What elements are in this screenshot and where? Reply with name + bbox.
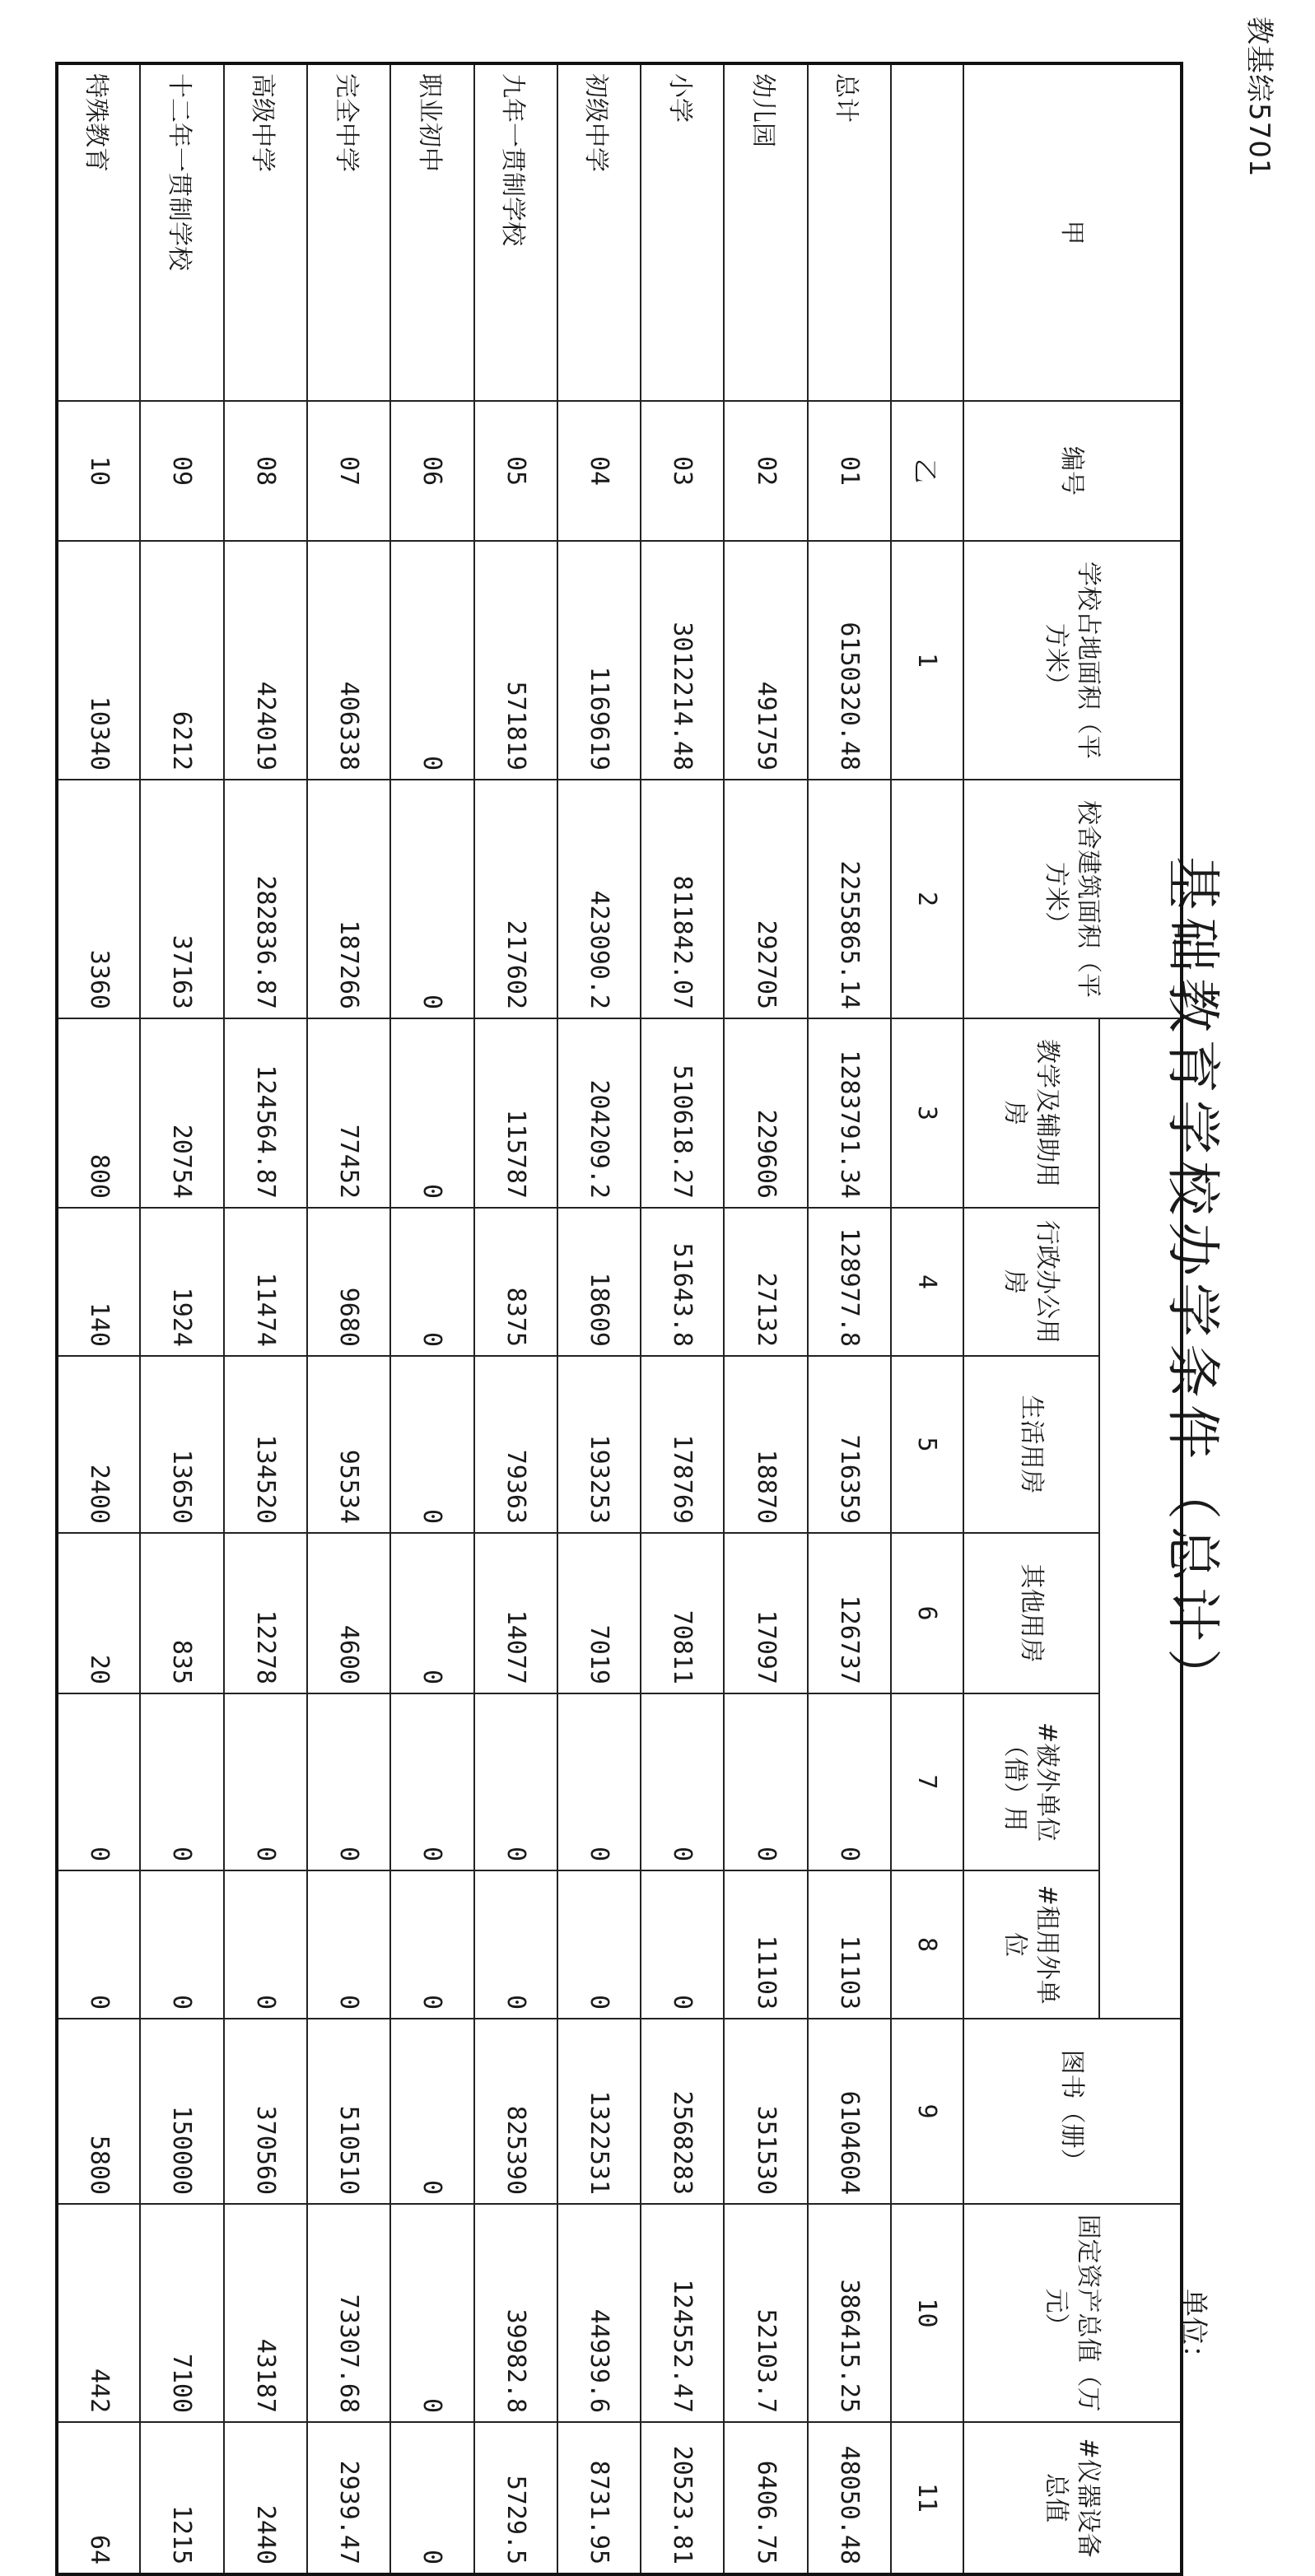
cell-v6: 835	[140, 1533, 223, 1693]
cell-v10: 44939.6	[557, 2204, 641, 2422]
index-cell: 4	[891, 1208, 963, 1356]
cell-v10: 43187	[224, 2204, 307, 2422]
cell-v10: 7100	[140, 2204, 223, 2422]
cell-v5: 0	[390, 1356, 473, 1533]
cell-v1: 424019	[224, 541, 307, 780]
cell-v4: 128977.8	[808, 1208, 891, 1356]
header-col-5: 生活用房	[963, 1356, 1099, 1533]
cell-v2: 282836.87	[224, 780, 307, 1018]
cell-v2: 811842.07	[641, 780, 724, 1018]
cell-v6: 17097	[724, 1533, 807, 1693]
cell-v3: 510618.27	[641, 1018, 724, 1208]
header-col-6: 其他用房	[963, 1533, 1099, 1693]
header-col-11: #仪器设备总值	[963, 2422, 1182, 2574]
table-row	[390, 63, 473, 2574]
index-cell: 乙	[891, 401, 963, 541]
cell-v11: 20523.81	[641, 2422, 724, 2574]
cell-v11: 2939.47	[307, 2422, 390, 2574]
cell-v9: 0	[390, 2019, 473, 2204]
row-label: 特殊教育	[57, 63, 140, 401]
cell-v10: 124552.47	[641, 2204, 724, 2422]
cell-v4: 11474	[224, 1208, 307, 1356]
cell-v4: 0	[390, 1208, 473, 1356]
cell-v7: 0	[808, 1693, 891, 1870]
cell-v8: 11103	[808, 1870, 891, 2019]
cell-v8: 0	[224, 1870, 307, 2019]
header-col-2: 校舍建筑面积（平方米）	[963, 780, 1182, 1018]
cell-v2: 3360	[57, 780, 140, 1018]
cell-v7: 0	[474, 1693, 557, 1870]
cell-v1: 1169619	[557, 541, 641, 780]
index-cell: 2	[891, 780, 963, 1018]
row-code: 06	[390, 401, 473, 541]
index-cell: 1	[891, 541, 963, 780]
cell-v2: 217602	[474, 780, 557, 1018]
cell-v6: 7019	[557, 1533, 641, 1693]
cell-v7: 0	[307, 1693, 390, 1870]
school-conditions-table	[55, 62, 1183, 2576]
cell-v3: 0	[390, 1018, 473, 1208]
cell-v1: 571819	[474, 541, 557, 780]
row-label: 高级中学	[224, 63, 307, 401]
cell-v3: 204209.2	[557, 1018, 641, 1208]
header-jia: 甲	[963, 63, 1182, 401]
cell-v5: 2400	[57, 1356, 140, 1533]
cell-v2: 0	[390, 780, 473, 1018]
header-col-10: 固定资产总值（万元）	[963, 2204, 1182, 2422]
cell-v1: 406338	[307, 541, 390, 780]
cell-v4: 1924	[140, 1208, 223, 1356]
row-label: 十二年一贯制学校	[140, 63, 223, 401]
document-code: 教基综5701	[1243, 16, 1275, 178]
cell-v3: 20754	[140, 1018, 223, 1208]
cell-v11: 1215	[140, 2422, 223, 2574]
unit-label: 单位：	[1177, 2289, 1210, 2373]
cell-v10: 73307.68	[307, 2204, 390, 2422]
row-code: 03	[641, 401, 724, 541]
cell-v2: 423090.2	[557, 780, 641, 1018]
cell-v4: 140	[57, 1208, 140, 1356]
cell-v9: 825390	[474, 2019, 557, 2204]
cell-v3: 1283791.34	[808, 1018, 891, 1208]
row-code: 10	[57, 401, 140, 541]
row-label: 总计	[808, 63, 891, 401]
index-row	[891, 63, 963, 2574]
cell-v7: 0	[224, 1693, 307, 1870]
cell-v7: 0	[557, 1693, 641, 1870]
row-code: 01	[808, 401, 891, 541]
cell-v8: 0	[390, 1870, 473, 2019]
cell-v11: 6406.75	[724, 2422, 807, 2574]
cell-v3: 800	[57, 1018, 140, 1208]
cell-v8: 0	[57, 1870, 140, 2019]
table-body	[57, 63, 891, 2574]
cell-v5: 134520	[224, 1356, 307, 1533]
cell-v4: 9680	[307, 1208, 390, 1356]
row-code: 08	[224, 401, 307, 541]
table-row	[474, 63, 557, 2574]
cell-v9: 6104604	[808, 2019, 891, 2204]
cell-v3: 77452	[307, 1018, 390, 1208]
cell-v4: 27132	[724, 1208, 807, 1356]
row-code: 04	[557, 401, 641, 541]
row-code: 05	[474, 401, 557, 541]
cell-v10: 39982.8	[474, 2204, 557, 2422]
cell-v7: 0	[724, 1693, 807, 1870]
cell-v4: 8375	[474, 1208, 557, 1356]
cell-v8: 0	[307, 1870, 390, 2019]
cell-v6: 14077	[474, 1533, 557, 1693]
cell-v6: 20	[57, 1533, 140, 1693]
cell-v9: 5800	[57, 2019, 140, 2204]
cell-v6: 126737	[808, 1533, 891, 1693]
row-label: 初级中学	[557, 63, 641, 401]
header-col-4: 行政办公用房	[963, 1208, 1099, 1356]
cell-v5: 178769	[641, 1356, 724, 1533]
header-col-1: 学校占地面积（平方米）	[963, 541, 1182, 780]
cell-v5: 95534	[307, 1356, 390, 1533]
cell-v9: 150000	[140, 2019, 223, 2204]
row-label: 幼儿园	[724, 63, 807, 401]
index-cell: 7	[891, 1693, 963, 1870]
cell-v11: 0	[390, 2422, 473, 2574]
cell-v1: 6150320.48	[808, 541, 891, 780]
cell-v8: 0	[557, 1870, 641, 2019]
table-row	[224, 63, 307, 2574]
header-col-7: #被外单位（借）用	[963, 1693, 1099, 1870]
cell-v9: 510510	[307, 2019, 390, 2204]
header-blank-span	[1099, 1018, 1182, 2019]
cell-v2: 292705	[724, 780, 807, 1018]
index-cell: 6	[891, 1533, 963, 1693]
index-cell: 5	[891, 1356, 963, 1533]
cell-v9: 351530	[724, 2019, 807, 2204]
cell-v7: 0	[390, 1693, 473, 1870]
cell-v1: 6212	[140, 541, 223, 780]
cell-v10: 442	[57, 2204, 140, 2422]
cell-v6: 4600	[307, 1533, 390, 1693]
index-cell: 8	[891, 1870, 963, 2019]
cell-v7: 0	[57, 1693, 140, 1870]
cell-v5: 13650	[140, 1356, 223, 1533]
cell-v1: 10340	[57, 541, 140, 780]
row-code: 09	[140, 401, 223, 541]
cell-v7: 0	[140, 1693, 223, 1870]
cell-v8: 0	[140, 1870, 223, 2019]
cell-v11: 8731.95	[557, 2422, 641, 2574]
table-row	[808, 63, 891, 2574]
cell-v4: 18609	[557, 1208, 641, 1356]
cell-v6: 12278	[224, 1533, 307, 1693]
header-row-top	[1099, 63, 1182, 2574]
cell-v6: 70811	[641, 1533, 724, 1693]
header-code: 编号	[963, 401, 1182, 541]
cell-v10: 0	[390, 2204, 473, 2422]
cell-v11: 5729.5	[474, 2422, 557, 2574]
table-row	[57, 63, 140, 2574]
cell-v8: 0	[474, 1870, 557, 2019]
cell-v1: 491759	[724, 541, 807, 780]
row-label: 职业初中	[390, 63, 473, 401]
cell-v9: 1322531	[557, 2019, 641, 2204]
cell-v6: 0	[390, 1533, 473, 1693]
header-col-8: #租用外单位	[963, 1870, 1099, 2019]
index-cell	[891, 63, 963, 401]
row-label: 小学	[641, 63, 724, 401]
table-row	[724, 63, 807, 2574]
cell-v11: 48050.48	[808, 2422, 891, 2574]
cell-v11: 64	[57, 2422, 140, 2574]
cell-v7: 0	[641, 1693, 724, 1870]
cell-v2: 187266	[307, 780, 390, 1018]
cell-v5: 716359	[808, 1356, 891, 1533]
cell-v5: 18870	[724, 1356, 807, 1533]
index-cell: 3	[891, 1018, 963, 1208]
header-col-9: 图书（册）	[963, 2019, 1182, 2204]
cell-v8: 0	[641, 1870, 724, 2019]
page-title: 基础教育学校办学条件（总计）	[1161, 856, 1224, 1709]
cell-v9: 2568283	[641, 2019, 724, 2204]
cell-v3: 124564.87	[224, 1018, 307, 1208]
index-cell: 10	[891, 2204, 963, 2422]
table-row	[557, 63, 641, 2574]
index-cell: 11	[891, 2422, 963, 2574]
cell-v2: 2255865.14	[808, 780, 891, 1018]
cell-v2: 37163	[140, 780, 223, 1018]
cell-v1: 3012214.48	[641, 541, 724, 780]
cell-v10: 52103.7	[724, 2204, 807, 2422]
cell-v5: 193253	[557, 1356, 641, 1533]
cell-v9: 370560	[224, 2019, 307, 2204]
cell-v3: 229606	[724, 1018, 807, 1208]
row-code: 07	[307, 401, 390, 541]
cell-v3: 115787	[474, 1018, 557, 1208]
cell-v1: 0	[390, 541, 473, 780]
cell-v4: 51643.8	[641, 1208, 724, 1356]
index-cell: 9	[891, 2019, 963, 2204]
row-label: 九年一贯制学校	[474, 63, 557, 401]
row-code: 02	[724, 401, 807, 541]
table-row	[307, 63, 390, 2574]
cell-v8: 11103	[724, 1870, 807, 2019]
table-row	[641, 63, 724, 2574]
table-row	[140, 63, 223, 2574]
cell-v10: 386415.25	[808, 2204, 891, 2422]
header-col-3: 教学及辅助用房	[963, 1018, 1099, 1208]
cell-v11: 2440	[224, 2422, 307, 2574]
cell-v5: 79363	[474, 1356, 557, 1533]
row-label: 完全中学	[307, 63, 390, 401]
